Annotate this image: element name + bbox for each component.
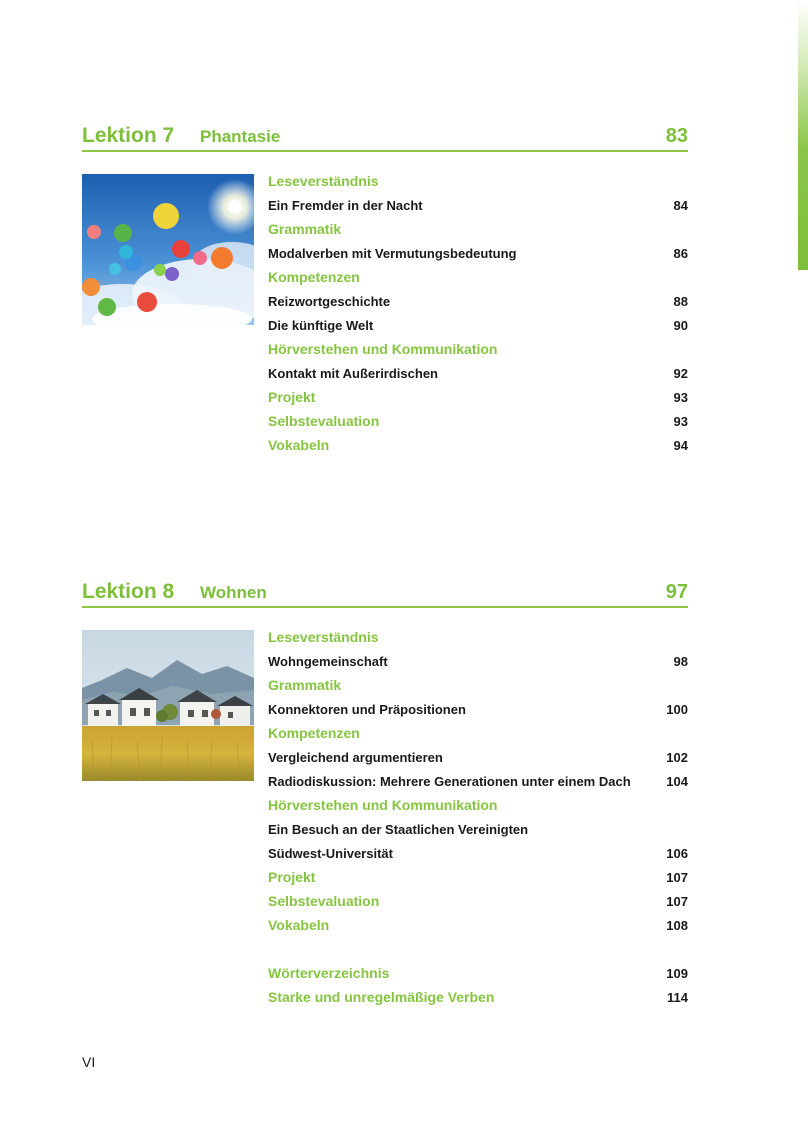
toc-entry-row[interactable] xyxy=(268,770,688,794)
toc-section-label: Projekt xyxy=(268,389,316,405)
lektion-8-header xyxy=(82,578,688,608)
toc-section-label: Vokabeln xyxy=(268,437,330,453)
toc-section-row[interactable] xyxy=(268,434,688,458)
lektion-7-title: Phantasie xyxy=(200,127,281,146)
toc-page-number: 106 xyxy=(666,846,688,861)
toc-section-row[interactable] xyxy=(268,410,688,434)
toc-section-row[interactable] xyxy=(268,170,688,194)
toc-section-label: Starke und unregelmäßige Verben xyxy=(268,989,495,1005)
toc-section-row[interactable] xyxy=(268,962,688,986)
toc-entry-label: Konnektoren und Präpositionen xyxy=(268,702,466,717)
toc-page-number: 93 xyxy=(673,414,688,429)
toc-section-label: Selbstevaluation xyxy=(268,413,380,429)
toc-page-number: 109 xyxy=(666,966,688,981)
toc-entry-row[interactable] xyxy=(268,290,688,314)
toc-section-label: Grammatik xyxy=(268,677,342,693)
houses-mountains-field-image xyxy=(82,630,254,781)
toc-section-row[interactable] xyxy=(268,674,688,698)
toc-entry-label: Radiodiskussion: Mehrere Generationen unter einem Dach xyxy=(268,774,631,789)
lektion-8-section xyxy=(82,578,688,1005)
toc-section-row[interactable] xyxy=(268,986,688,1010)
toc-section-row[interactable] xyxy=(268,866,688,890)
toc-entry-label: Reizwortgeschichte xyxy=(268,294,391,309)
toc-entry-row[interactable] xyxy=(268,818,688,842)
lektion-8-page[interactable]: 97 xyxy=(665,581,688,603)
toc-entry-label: Wohngemeinschaft xyxy=(268,654,388,669)
toc-entry-label: Die künftige Welt xyxy=(268,318,374,333)
toc-entry-label: Modalverben mit Vermutungsbedeutung xyxy=(268,246,517,261)
toc-section-label: Kompetenzen xyxy=(268,725,360,741)
toc-entry-label: Ein Fremder in der Nacht xyxy=(268,198,423,213)
toc-page-number: 100 xyxy=(666,702,688,717)
toc-section-row[interactable] xyxy=(268,338,688,362)
toc-page-number: 86 xyxy=(673,246,688,261)
lektion-7-number: Lektion 7 xyxy=(82,124,175,147)
toc-page-number: 107 xyxy=(666,894,688,909)
toc-entry-row[interactable] xyxy=(268,314,688,338)
toc-section-label: Grammatik xyxy=(268,221,342,237)
toc-section-label: Vokabeln xyxy=(268,917,330,933)
toc-entry-row[interactable] xyxy=(268,242,688,266)
toc-section-label: Projekt xyxy=(268,869,316,885)
toc-section-label: Hörverstehen und Kommunikation xyxy=(268,797,498,813)
toc-section-label: Kompetenzen xyxy=(268,269,360,285)
toc-section-label: Hörverstehen und Kommunikation xyxy=(268,341,498,357)
toc-section-row[interactable] xyxy=(268,722,688,746)
footer-page-number: VI xyxy=(82,1054,96,1070)
toc-page-number: 108 xyxy=(666,918,688,933)
lektion-7-section xyxy=(82,122,688,453)
toc-page-number: 92 xyxy=(673,366,688,381)
toc-section-row[interactable] xyxy=(268,218,688,242)
lektion-7-entries xyxy=(268,170,688,458)
toc-section-row[interactable] xyxy=(268,386,688,410)
toc-page-number: 84 xyxy=(673,198,688,213)
toc-page-number: 90 xyxy=(673,318,688,333)
lektion-8-title: Wohnen xyxy=(200,583,267,602)
toc-entry-row[interactable] xyxy=(268,194,688,218)
toc-entry-label: Kontakt mit Außerirdischen xyxy=(268,366,438,381)
toc-entry-row[interactable] xyxy=(268,362,688,386)
toc-entry-row[interactable] xyxy=(268,650,688,674)
toc-page-number: 88 xyxy=(673,294,688,309)
lektion-7-page[interactable]: 83 xyxy=(665,125,688,147)
toc-entry-label: Ein Besuch an der Staatlichen Vereinigten xyxy=(268,822,529,837)
toc-entry-row[interactable] xyxy=(268,746,688,770)
toc-section-label: Leseverständnis xyxy=(268,629,379,645)
lektion-8-entries xyxy=(268,626,688,1010)
toc-section-row[interactable] xyxy=(268,266,688,290)
toc-page-number: 104 xyxy=(666,774,688,789)
toc-spacer xyxy=(268,938,688,962)
toc-page-number: 102 xyxy=(666,750,688,765)
toc-entry-label: Vergleichend argumentieren xyxy=(268,750,443,765)
toc-page-number: 93 xyxy=(673,390,688,405)
toc-section-row[interactable] xyxy=(268,626,688,650)
toc-section-row[interactable] xyxy=(268,794,688,818)
lektion-8-number: Lektion 8 xyxy=(82,580,175,603)
toc-section-label: Selbstevaluation xyxy=(268,893,380,909)
toc-page-number: 114 xyxy=(667,990,688,1005)
toc-section-label: Leseverständnis xyxy=(268,173,379,189)
toc-section-label: Wörterverzeichnis xyxy=(268,965,390,981)
toc-page-number: 107 xyxy=(666,870,688,885)
chapter-side-tab xyxy=(798,0,808,270)
toc-section-row[interactable] xyxy=(268,914,688,938)
toc-entry-row[interactable] xyxy=(268,842,688,866)
toc-entry-label: Südwest-Universität xyxy=(268,846,393,861)
balloons-sky-image xyxy=(82,174,254,325)
toc-entry-row[interactable] xyxy=(268,698,688,722)
lektion-7-header xyxy=(82,122,688,152)
toc-page-number: 98 xyxy=(673,654,688,669)
toc-page-number: 94 xyxy=(673,438,688,453)
toc-section-row[interactable] xyxy=(268,890,688,914)
